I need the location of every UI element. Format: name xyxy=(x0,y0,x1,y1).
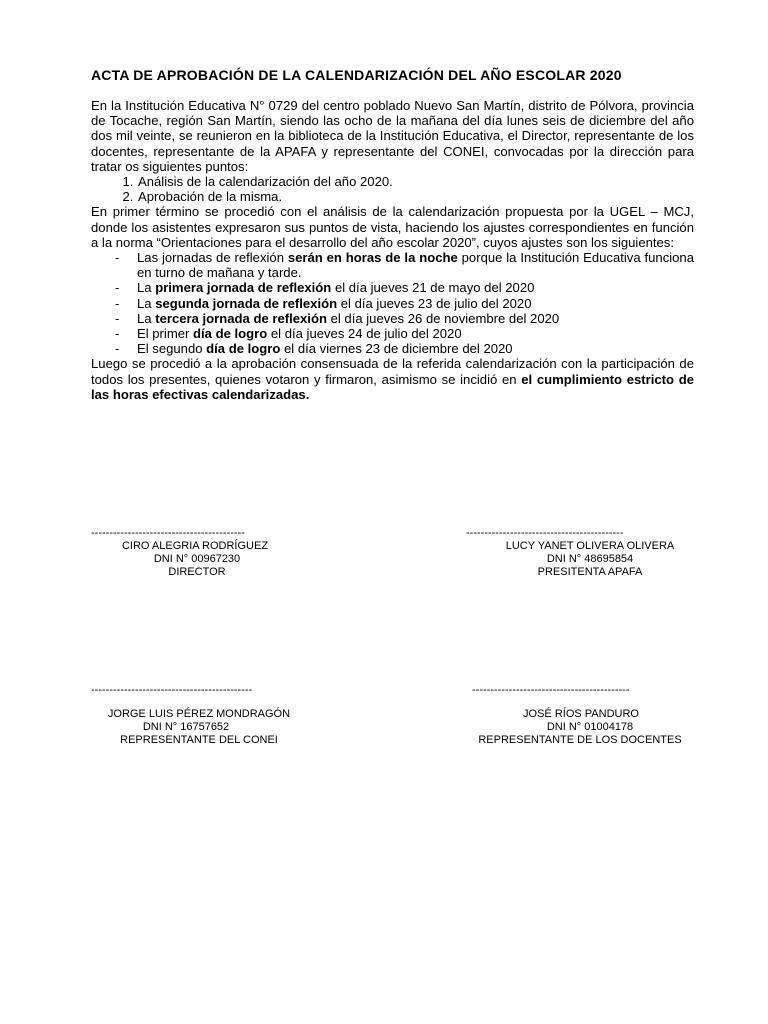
signatory-role: DIRECTOR xyxy=(168,566,226,578)
signatory-role: PRESITENTA APAFA xyxy=(537,566,643,578)
signature-line: ------------------------------------------ xyxy=(91,527,245,539)
adjustment-text: La xyxy=(137,280,156,296)
signature-docentes xyxy=(472,684,694,747)
adjustment-text: el día jueves 24 de julio del 2020 xyxy=(267,326,462,342)
adjustment-text: Las jornadas de reflexión xyxy=(137,250,288,266)
closing-text: Luego se procedió a la aprobación consensuada de la referida calendarización con la participación de todos los presentes, quienes votaron y firmaron, asimismo se incidió en xyxy=(91,356,694,387)
signatory-name: LUCY YANET OLIVERA OLIVERA xyxy=(505,540,675,552)
adjustment-item xyxy=(91,280,694,295)
adjustment-text: porque la Institución Educativa funciona en turno de mañana y tarde. xyxy=(137,250,694,281)
adjustment-text: el día jueves 21 de mayo del 2020 xyxy=(331,280,535,296)
signatory-role: REPRESENTANTE DE LOS DOCENTES xyxy=(478,734,682,746)
signatory-role: REPRESENTANTE DEL CONEI xyxy=(120,734,278,746)
document-body xyxy=(91,98,694,402)
adjustment-item xyxy=(91,296,694,311)
signatory-dni: DNI N° 01004178 xyxy=(546,721,634,733)
adjustment-item xyxy=(91,326,694,341)
signature-apafa xyxy=(466,527,694,579)
adjustment-text: El segundo xyxy=(137,341,207,357)
adjustment-text: La xyxy=(137,295,156,311)
signatory-dni: DNI N° 00967230 xyxy=(153,553,241,565)
agenda-item: 2. Aprobación de la misma. xyxy=(137,189,694,204)
adjustments-list xyxy=(91,250,694,356)
intro-paragraph: En la Institución Educativa N° 0729 del centro poblado Nuevo San Martín, distrito de Pólvora, provincia de Tocache, región San Martín, siendo las ocho de la mañana del día lunes seis de diciembre del año dos mil veinte, se reunieron en la biblioteca de la Institución Educativa, el Director, representante de los docentes, representante de la APAFA y representante del CONEI, convocadas por la dirección para tratar os siguientes puntos: xyxy=(91,98,694,174)
document-title: ACTA DE APROBACIÓN DE LA CALENDARIZACIÓN DEL AÑO ESCOLAR 2020 xyxy=(91,67,622,83)
adjustment-emphasis: primera jornada de reflexión xyxy=(155,280,332,296)
adjustment-text: el día viernes 23 de diciembre del 2020 xyxy=(280,341,513,357)
adjustment-emphasis: tercera jornada de reflexión xyxy=(155,310,327,326)
adjustment-emphasis: segunda jornada de reflexión xyxy=(155,295,338,311)
adjustment-text: el día jueves 26 de noviembre del 2020 xyxy=(326,310,560,326)
agenda-item: 1. Análisis de la calendarización del año 2020. xyxy=(137,174,694,189)
adjustment-emphasis: día de logro xyxy=(193,326,268,342)
signatory-name: JORGE LUIS PÉREZ MONDRAGÓN xyxy=(107,708,291,720)
adjustment-text: La xyxy=(137,310,156,326)
signatory-dni: DNI N° 16757652 xyxy=(142,721,230,733)
signature-director xyxy=(91,527,303,579)
adjustment-text: el día jueves 23 de julio del 2020 xyxy=(337,295,532,311)
adjustment-emphasis: serán en horas de la noche xyxy=(287,250,458,266)
signature-line: ------------------------------------------- xyxy=(466,527,624,539)
closing-paragraph xyxy=(91,356,694,402)
signatory-name: CIRO ALEGRIA RODRÍGUEZ xyxy=(121,540,269,552)
signatory-dni: DNI N° 48695854 xyxy=(546,553,634,565)
adjustment-emphasis: día de logro xyxy=(206,341,281,357)
signature-conei xyxy=(91,684,313,747)
signatory-name: JOSÉ RÍOS PANDURO xyxy=(523,708,639,720)
first-term-paragraph: En primer término se procedió con el análisis de la calendarización propuesta por la UGEL – MCJ, donde los asistentes expresaron sus puntos de vista, haciendo los ajustes correspondientes en función a la norma “Orientaciones para el desarrollo del año escolar 2020”, cuyos ajustes son los siguientes: xyxy=(91,204,694,250)
agenda-list xyxy=(91,174,694,204)
adjustment-item xyxy=(91,250,694,280)
closing-emphasis: el cumplimiento estricto de las horas efectivas calendarizadas. xyxy=(91,371,694,402)
adjustment-item xyxy=(91,341,694,356)
document-page xyxy=(91,66,694,402)
adjustment-text: El primer xyxy=(137,326,194,342)
signature-line: ------------------------------------------- xyxy=(472,684,630,696)
signature-line: -------------------------------------------- xyxy=(91,684,253,696)
adjustment-item xyxy=(91,311,694,326)
